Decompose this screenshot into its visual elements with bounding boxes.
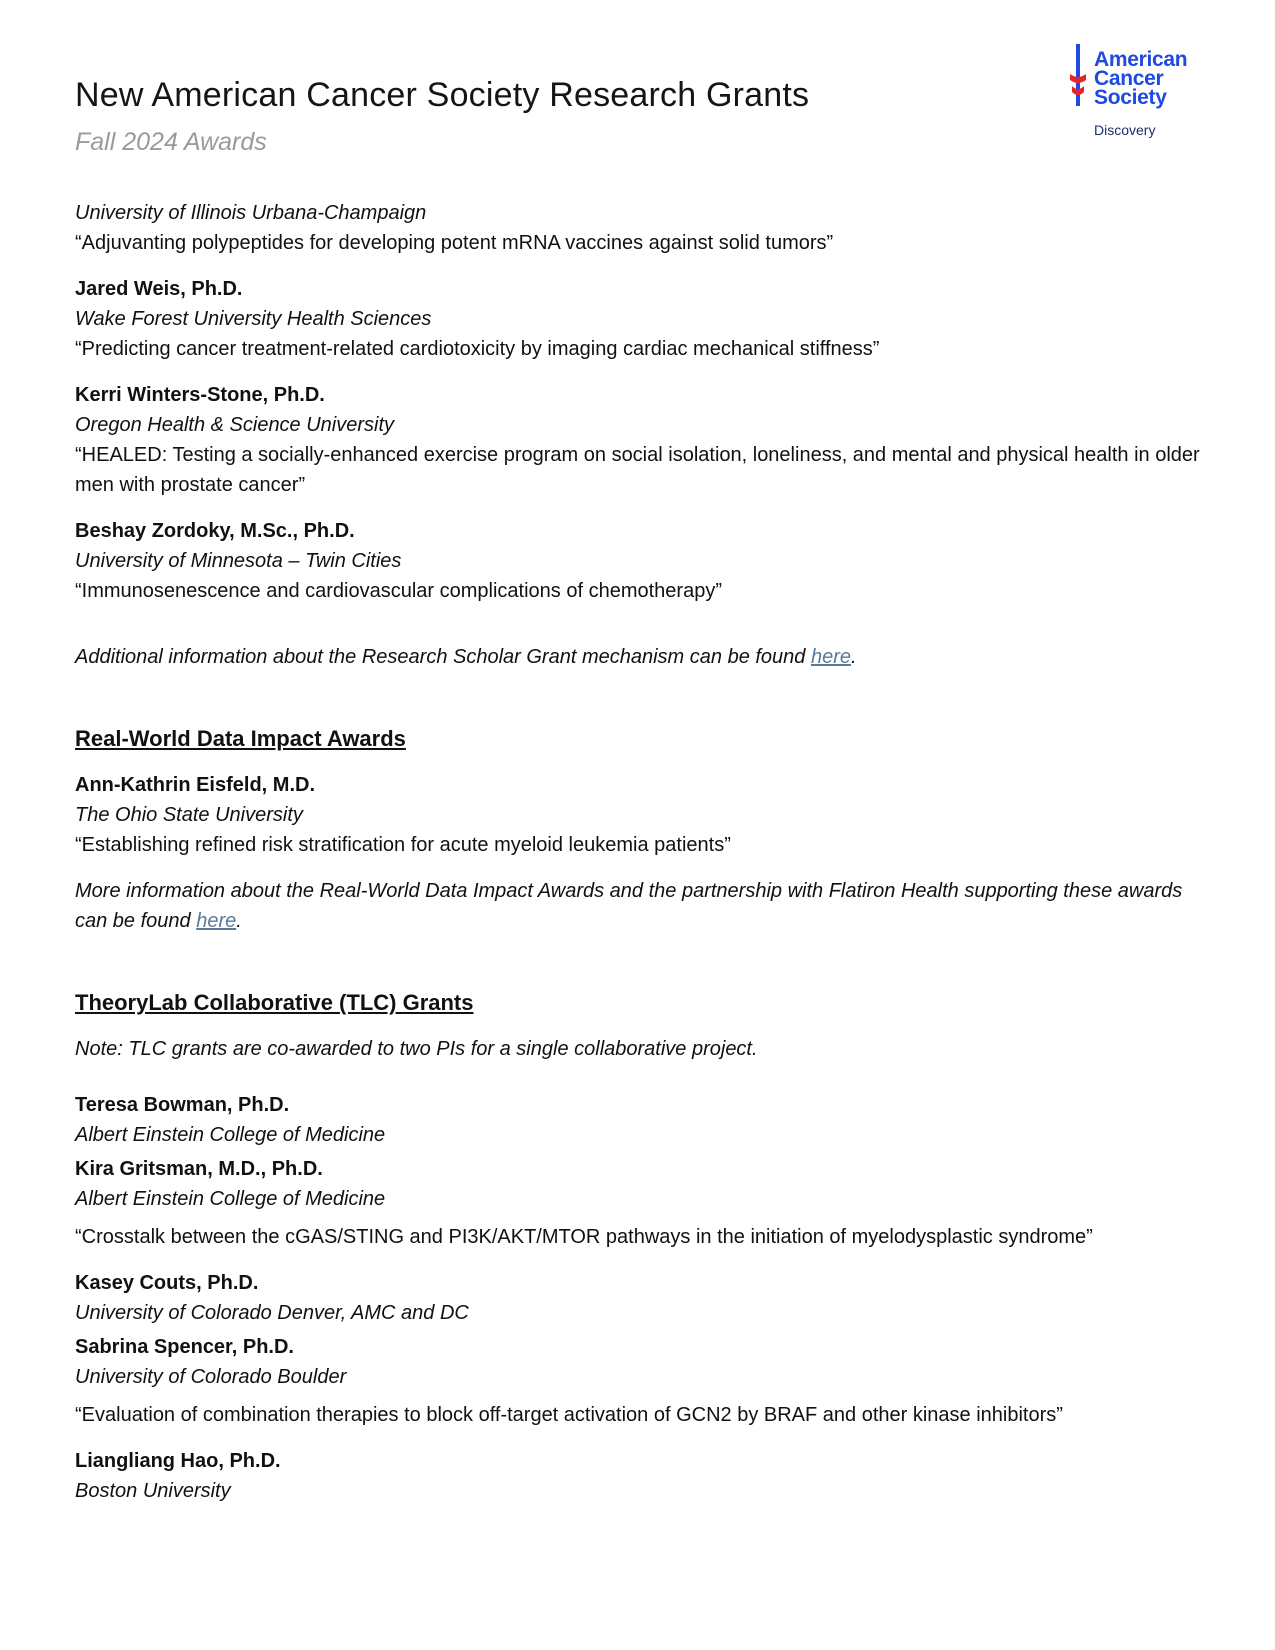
entry-institution: Oregon Health & Science University	[75, 414, 395, 436]
entry-institution: Albert Einstein College of Medicine	[75, 1188, 386, 1210]
entry-institution: The Ohio State University	[75, 804, 303, 826]
entry-institution: Wake Forest University Health Sciences	[75, 308, 432, 330]
entry-institution: University of Illinois Urbana-Champaign	[75, 202, 427, 224]
page-subtitle: Fall 2024 Awards	[75, 128, 267, 156]
rwd-info-note	[75, 876, 1205, 936]
entry-name: Kerri Winters-Stone, Ph.D.	[75, 384, 325, 406]
sword-icon	[1066, 44, 1090, 108]
logo-word-american: American	[1094, 48, 1188, 71]
entry-name: Sabrina Spencer, Ph.D.	[75, 1336, 294, 1358]
entry-title: “Crosstalk between the cGAS/STING and PI3K/AKT/MTOR pathways in the initiation of myelodysplastic syndrome”	[75, 1226, 1093, 1248]
rsg-note-end: .	[851, 646, 857, 668]
tlc-note: Note: TLC grants are co-awarded to two PIs for a single collaborative project.	[75, 1038, 758, 1060]
rsg-info-note	[75, 642, 1205, 672]
rwd-note-text: More information about the Real-World Data Impact Awards and the partnership with Flatiron Health supporting these awards can be found	[75, 880, 1183, 932]
entry-institution: Albert Einstein College of Medicine	[75, 1124, 386, 1146]
rwd-note-end: .	[236, 910, 242, 932]
entry-name: Beshay Zordoky, M.Sc., Ph.D.	[75, 520, 355, 542]
entry-name: Teresa Bowman, Ph.D.	[75, 1094, 290, 1116]
entry-name: Kasey Couts, Ph.D.	[75, 1272, 259, 1294]
entry-title: “HEALED: Testing a socially-enhanced exercise program on social isolation, loneliness, and mental and physical health in older men with prostate cancer”	[75, 444, 1200, 496]
rsg-note-text: Additional information about the Research Scholar Grant mechanism can be found	[75, 646, 811, 668]
grant-list	[75, 198, 1205, 1506]
entry-name: Kira Gritsman, M.D., Ph.D.	[75, 1158, 323, 1180]
entry-name: Liangliang Hao, Ph.D.	[75, 1450, 281, 1472]
logo-word-society: Society	[1094, 86, 1167, 109]
entry-name: Jared Weis, Ph.D.	[75, 278, 243, 300]
page-title: New American Cancer Society Research Grants	[75, 76, 810, 114]
acs-logo	[1066, 44, 1226, 144]
entry-name: Ann-Kathrin Eisfeld, M.D.	[75, 774, 315, 796]
entry-title: “Establishing refined risk stratification for acute myeloid leukemia patients”	[75, 834, 731, 856]
logo-word-cancer: Cancer	[1094, 67, 1164, 90]
logo-tagline: Discovery	[1094, 122, 1156, 138]
entry-title: “Immunosenescence and cardiovascular complications of chemotherapy”	[75, 580, 722, 602]
entry-title: “Adjuvanting polypeptides for developing potent mRNA vaccines against solid tumors”	[75, 232, 834, 254]
rwd-info-link[interactable]: here	[196, 910, 237, 932]
entry-title: “Evaluation of combination therapies to block off-target activation of GCN2 by BRAF and other kinase inhibitors”	[75, 1404, 1063, 1426]
entry-institution: Boston University	[75, 1480, 231, 1502]
rsg-info-link[interactable]: here	[810, 646, 852, 668]
entry-institution: University of Colorado Denver, AMC and DC	[75, 1302, 469, 1324]
entry-institution: University of Minnesota – Twin Cities	[75, 550, 402, 572]
entry-title: “Predicting cancer treatment-related cardiotoxicity by imaging cardiac mechanical stiffness”	[75, 338, 880, 360]
entry-institution: University of Colorado Boulder	[75, 1366, 347, 1388]
section-heading-rwd: Real-World Data Impact Awards	[75, 726, 406, 751]
section-heading-tlc: TheoryLab Collaborative (TLC) Grants	[75, 990, 474, 1015]
